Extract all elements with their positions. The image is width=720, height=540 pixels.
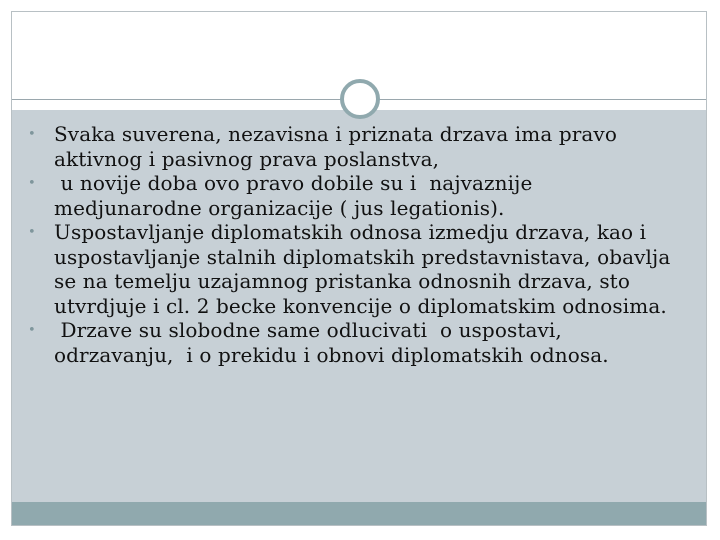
footer-bar (12, 502, 706, 525)
bullet-dot-icon: • (28, 176, 36, 191)
bullet-list (0, 122, 700, 367)
bullet-text: Uspostavljanje diplomatskih odnosa izmedju drzava, kao i uspostavljanje stalnih diplomatskih predstavnistava, obavlja se na temelju uzajamnog pristanka odnosnih drzava, sto utvrdjuje i cl. 2 becke konvencije o diplomatskim odnosima. (54, 220, 671, 318)
bullet-dot-icon: • (28, 323, 36, 338)
bullet-text: Svaka suverena, nezavisna i priznata drzava ima pravo aktivnog i pasivnog prava poslanstva, (54, 122, 617, 171)
bullet-text: u novije doba ovo pravo dobile su i najvaznije medjunarodne organizacije ( jus legationis). (54, 171, 539, 220)
bullet-item (0, 318, 700, 367)
bullet-dot-icon: • (28, 225, 36, 240)
bullet-item (0, 122, 700, 171)
bullet-dot-icon: • (28, 127, 36, 142)
bullet-text: Drzave su slobodne same odlucivati o uspostavi, odrzavanju, i o prekidu i obnovi diplomatskih odnosa. (54, 318, 609, 367)
bullet-item (0, 220, 700, 318)
bullet-item (0, 171, 700, 220)
decorative-circle-icon (340, 79, 380, 119)
